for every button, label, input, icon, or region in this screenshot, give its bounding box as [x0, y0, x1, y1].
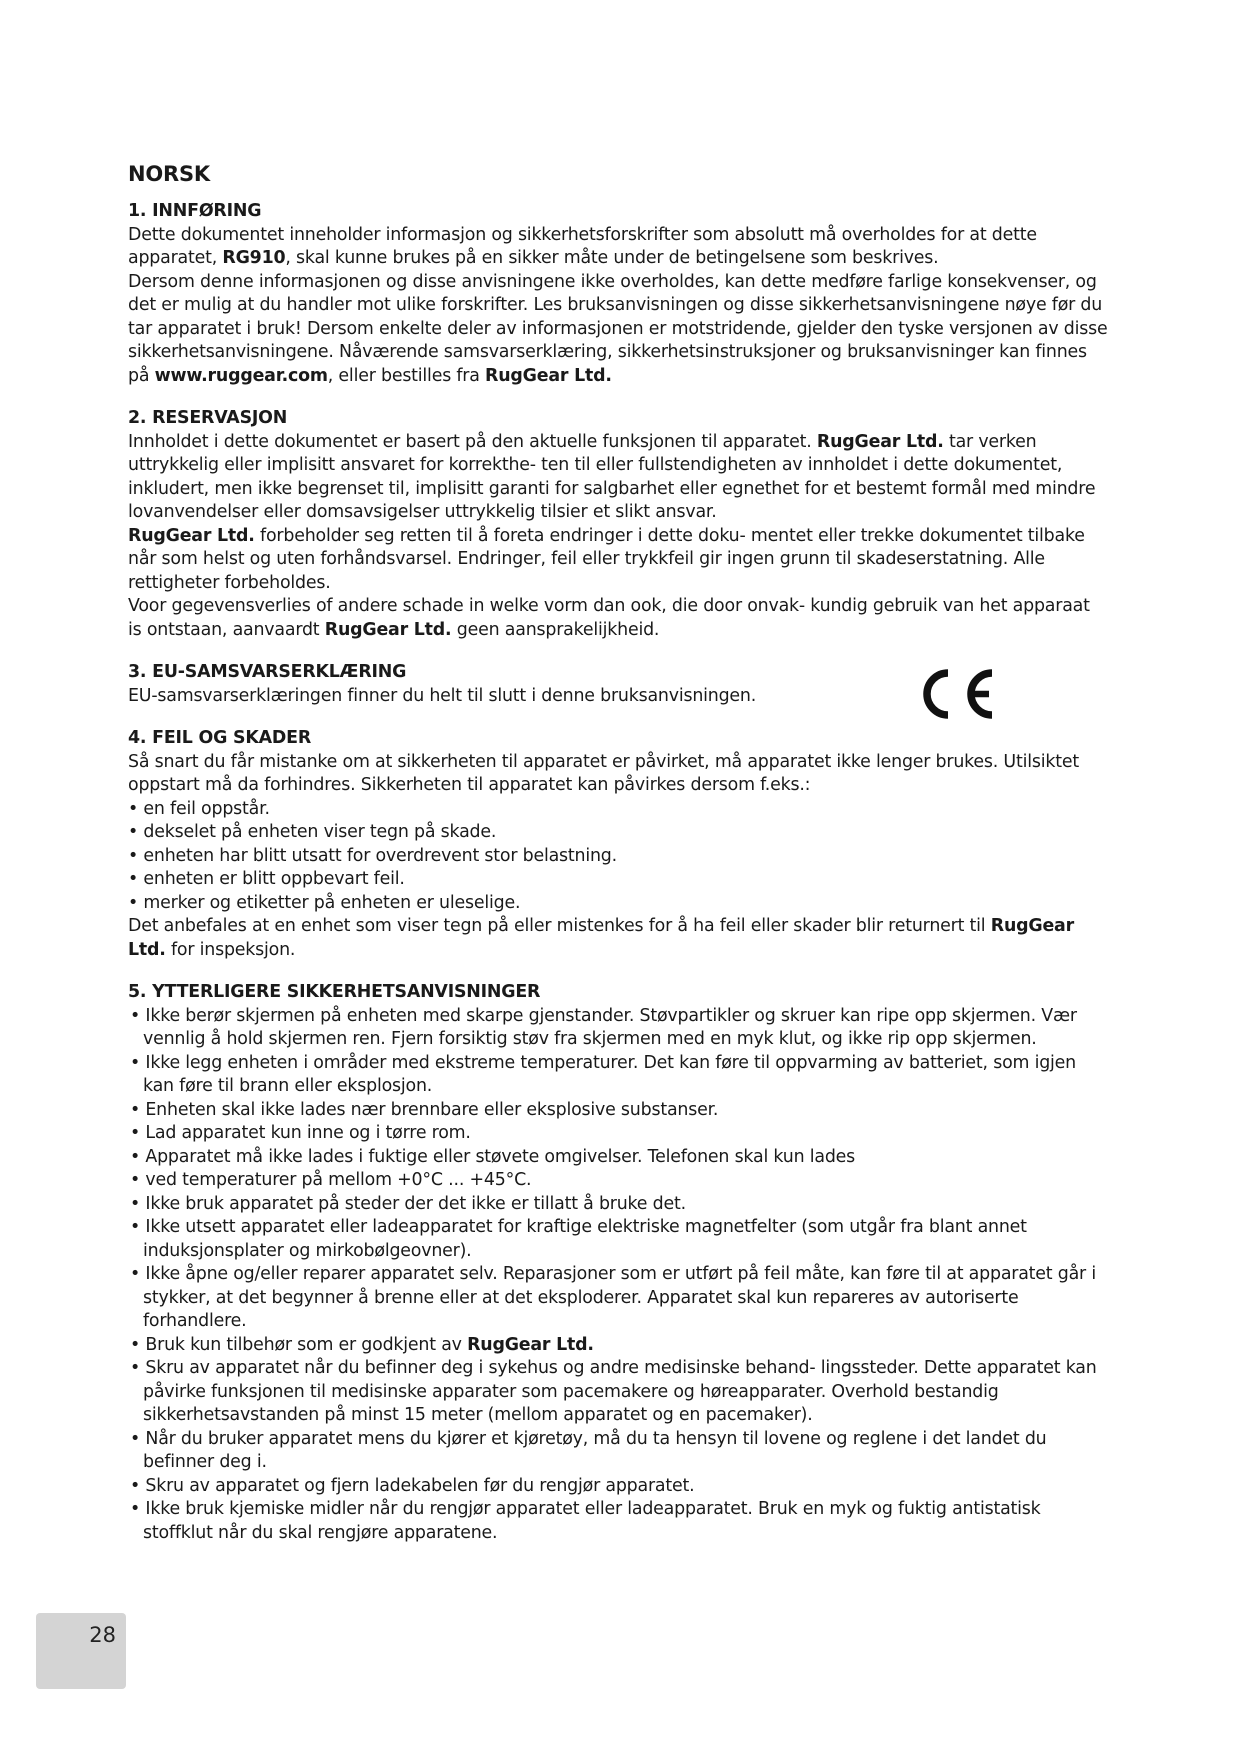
website-link: www.ruggear.com	[154, 365, 328, 386]
list-item: • Ikke bruk apparatet på steder der det ikke er tillatt å bruke det.	[128, 1193, 1108, 1217]
section-safety-instructions	[128, 981, 1108, 1545]
list-item: • Skru av apparatet når du befinner deg i sykehus og andre medisinske behand- lingssteder. Dette apparatet kan påvirke funksjonen til medisinske apparater som pacemakere og høreapparater. Overhold bestandig sikkerhetsavstanden på minst 15 meter (mellom apparatet og en pacemaker).	[128, 1357, 1108, 1428]
list-item: • Ikke åpne og/eller reparer apparatet selv. Reparasjoner som er utført på feil måte, kan føre til at apparatet går i stykker, at det begynner å brenne eller at det eksploderer. Apparatet skal kun repareres av autoriserte forhandlere.	[128, 1263, 1108, 1334]
document-body	[128, 160, 1108, 1564]
bullet-list	[128, 798, 1108, 916]
list-item: • Når du bruker apparatet mens du kjører et kjøretøy, må du ta hensyn til lovene og reglene i det landet du befinner deg i.	[128, 1428, 1108, 1475]
paragraph: Dersom denne informasjonen og disse anvisningene ikke overholdes, kan dette medføre farlige konsekvenser, og det er mulig at du handler mot ulike forskrifter. Les bruksanvisningen og disse sikkerhetsanvisningene nøye før du tar apparatet i bruk! Dersom enkelte deler av informasjonen er motstridende, gjelder den tyske versjonen av disse sikkerhetsanvisningene. Nåværende samsvarserklæring, sikkerhetsinstruksjoner og bruksanvisninger kan finnes på www.ruggear.com, eller bestilles fra RugGear Ltd.	[128, 271, 1108, 386]
model-name: RG910	[222, 248, 286, 268]
paragraph: Voor gegevensverlies of andere schade in welke vorm dan ook, die door onvak- kundig gebruik van het apparaat is ontstaan, aanvaardt RugGear Ltd. geen aansprakelijkheid.	[128, 596, 1090, 640]
list-item: • Ikke bruk kjemiske midler når du rengjør apparatet eller ladeapparatet. Bruk en myk og fuktig antistatisk stoffklut når du skal rengjøre apparatene.	[128, 1498, 1108, 1545]
list-item: • en feil oppstår.	[128, 798, 1108, 822]
section-heading: 2. RESERVASJON	[128, 408, 288, 428]
list-item: • Apparatet må ikke lades i fuktige eller støvete omgivelser. Telefonen skal kun lades	[128, 1146, 1108, 1170]
list-item: • enheten er blitt oppbevart feil.	[128, 868, 1108, 892]
paragraph: Det anbefales at en enhet som viser tegn på eller mistenkes for å ha feil eller skader blir returnert til RugGear Ltd. for inspeksjon.	[128, 916, 1074, 960]
paragraph: Dette dokumentet inneholder informasjon og sikkerhetsforskrifter som absolutt må overholdes for at dette apparatet, RG910, skal kunne brukes på en sikker måte under de betingelsene som beskrives.	[128, 224, 1037, 268]
company-name: RugGear Ltd.	[485, 365, 612, 386]
paragraph: RugGear Ltd. forbeholder seg retten til å foreta endringer i dette doku- mentet eller trekke dokumentet tilbake når som helst og uten forhåndsvarsel. Endringer, feil eller trykkfeil gir ingen grunn til skadeserstatning. Alle rettigheter forbeholdes.	[128, 525, 1085, 593]
section-introduction	[128, 200, 1108, 388]
company-name: RugGear Ltd.	[128, 525, 255, 546]
section-heading: 4. FEIL OG SKADER	[128, 728, 312, 748]
page-number-tab	[36, 1613, 126, 1689]
list-item: • Ikke legg enheten i områder med ekstreme temperaturer. Det kan føre til oppvarming av batteriet, som igjen kan føre til brann eller eksplosjon.	[128, 1052, 1108, 1099]
list-item: • Bruk kun tilbehør som er godkjent av RugGear Ltd.	[128, 1334, 1108, 1358]
list-item: • Ikke utsett apparatet eller ladeapparatet for kraftige elektriske magnetfelter (som utgår fra blant annet induksjonsplater og mirkobølgeovner).	[128, 1216, 1108, 1263]
list-item: • dekselet på enheten viser tegn på skade.	[128, 821, 1108, 845]
bullet-list	[128, 1005, 1108, 1546]
list-item: • merker og etiketter på enheten er uleselige.	[128, 892, 1108, 916]
paragraph: EU-samsvarserklæringen finner du helt til slutt i denne bruksanvisningen.	[128, 685, 757, 706]
list-item: • Skru av apparatet og fjern ladekabelen før du rengjør apparatet.	[128, 1475, 1108, 1499]
paragraph: Så snart du får mistanke om at sikkerheten til apparatet er påvirket, må apparatet ikke lenger brukes. Utilsiktet oppstart må da forhindres. Sikkerheten til apparatet kan påvirkes dersom f.eks.:	[128, 751, 1079, 795]
section-faults-damage	[128, 727, 1108, 962]
ce-mark-icon	[908, 663, 998, 725]
section-heading: 1. INNFØRING	[128, 201, 262, 221]
section-heading: 3. EU-SAMSVARSERKLÆRING	[128, 662, 407, 682]
paragraph: Innholdet i dette dokumentet er basert på den aktuelle funksjonen til apparatet. RugGear Ltd. tar verken uttrykkelig eller implisitt ansvaret for korrekthe- ten til eller fullstendigheten av innholdet i dette dokumentet, inkludert, men ikke begrenset til, implisitt garanti for salgbarhet eller egnethet for et bestemt formål med mindre lovanvendelser eller domsavsigelser uttrykkelig tilsier et slikt ansvar.	[128, 431, 1096, 522]
company-name: RugGear Ltd.	[128, 916, 1074, 960]
company-name: RugGear Ltd.	[467, 1334, 594, 1355]
list-item: • Enheten skal ikke lades nær brennbare eller eksplosive substanser.	[128, 1099, 1108, 1123]
company-name: RugGear Ltd.	[324, 619, 452, 640]
company-name: RugGear Ltd.	[816, 431, 944, 452]
list-item: • enheten har blitt utsatt for overdrevent stor belastning.	[128, 845, 1108, 869]
language-title: NORSK	[128, 162, 210, 186]
list-item: • ved temperaturer på mellom +0°C ... +45°C.	[128, 1169, 1108, 1193]
list-item: • Ikke berør skjermen på enheten med skarpe gjenstander. Støvpartikler og skruer kan ripe opp skjermen. Vær vennlig å hold skjermen ren. Fjern forsiktig støv fra skjermen med en myk klut, og ikke rip opp skjermen.	[128, 1005, 1108, 1052]
section-heading: 5. YTTERLIGERE SIKKERHETSANVISNINGER	[128, 982, 541, 1002]
page-number: 28	[89, 1623, 116, 1647]
section-reservation	[128, 407, 1108, 642]
section-eu-declaration	[128, 661, 1108, 708]
list-item: • Lad apparatet kun inne og i tørre rom.	[128, 1122, 1108, 1146]
